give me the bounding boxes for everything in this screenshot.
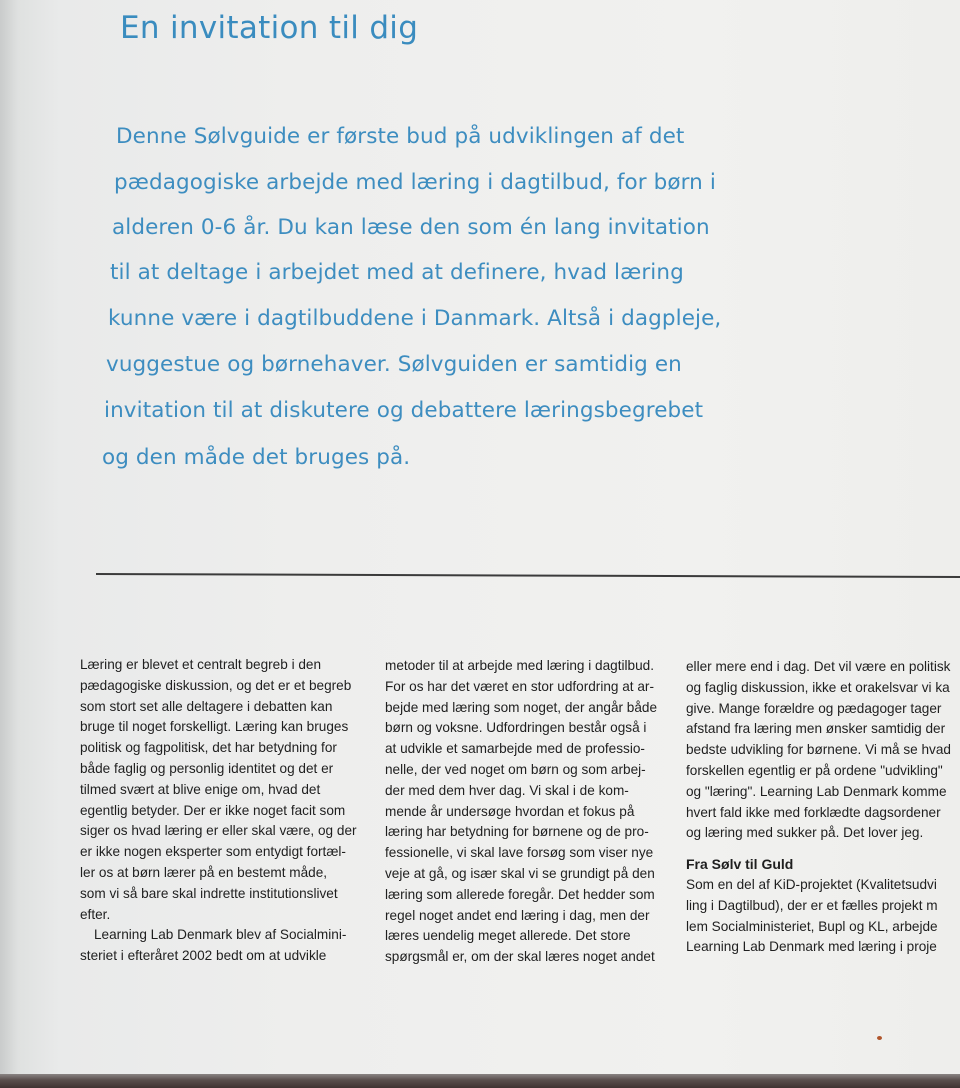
body-line: er ikke nogen eksperter som entydigt fortæl- xyxy=(80,844,346,860)
intro-line: vuggestue og børnehaver. Sølvguiden er samtidig en xyxy=(106,352,682,377)
intro-line: Denne Sølvguide er første bud på udviklingen af det xyxy=(116,124,685,149)
paper-speck xyxy=(877,1036,882,1040)
body-line: og faglig diskussion, ikke et orakelsvar vi ka xyxy=(686,679,950,695)
body-line: der med dem hver dag. Vi skal i de kom- xyxy=(385,782,629,798)
section-heading: Fra Sølv til Guld xyxy=(686,856,794,873)
text-column-1 xyxy=(80,655,370,967)
body-line: nelle, der ved noget om børn og som arbej- xyxy=(385,761,646,777)
body-line: mende år undersøge hvordan et fokus på xyxy=(385,803,635,819)
section-divider xyxy=(96,573,960,578)
body-line: metoder til at arbejde med læring i dagtilbud. xyxy=(385,658,655,673)
body-line: afstand fra læring men ønsker samtidig der xyxy=(686,721,946,737)
body-line: egentlig betyder. Der er ikke noget facit som xyxy=(80,802,346,818)
body-line: eller mere end i dag. Det vil være en politisk xyxy=(686,659,951,674)
body-line: at udvikle et samarbejde med de professio- xyxy=(385,741,645,757)
body-line: Læring er blevet et centralt begreb i den xyxy=(80,657,322,672)
body-line: lem Socialministeriet, Bupl og KL, arbejde xyxy=(686,918,938,934)
body-line: og læring med sukker på. Det lover jeg. xyxy=(686,825,924,841)
body-line: og "læring". Learning Lab Denmark komme xyxy=(686,783,947,799)
body-line: både faglig og personlig identitet og det er xyxy=(80,760,334,776)
body-line: fessionelle, vi skal lave forsøg som viser nye xyxy=(385,845,654,861)
body-line: læring har betydning for børnene og de pro- xyxy=(385,824,649,840)
intro-line: til at deltage i arbejdet med at definere, hvad læring xyxy=(110,260,684,285)
intro-line: invitation til at diskutere og debattere læringsbegrebet xyxy=(104,398,704,423)
body-line: bejde med læring som noget, der angår både xyxy=(385,699,658,715)
intro-paragraph xyxy=(0,0,960,520)
body-line: læring som allerede foregår. Det hedder som xyxy=(385,886,655,902)
intro-line: pædagogiske arbejde med læring i dagtilbud, for børn i xyxy=(114,170,716,195)
intro-line: og den måde det bruges på. xyxy=(102,445,411,470)
body-line: steriet i efteråret 2002 bedt om at udvikle xyxy=(80,948,327,964)
text-column-2 xyxy=(385,656,675,968)
intro-line: alderen 0-6 år. Du kan læse den som én lang invitation xyxy=(112,215,710,240)
body-line: give. Mange forældre og pædagoger tager xyxy=(686,700,942,716)
body-line: ler os at børn lærer på en bestemt måde, xyxy=(80,864,328,880)
body-line: Learning Lab Denmark blev af Socialmini- xyxy=(94,927,347,943)
body-line: forskellen egentlig er på ordene "udvikling" xyxy=(686,762,943,778)
body-line: veje at gå, og især skal vi se grundigt på den xyxy=(385,865,655,881)
body-line: For os har det været en stor udfordring at ar- xyxy=(385,678,654,694)
body-line: siger os hvad læring er eller skal være, og der xyxy=(80,823,357,839)
page-title: En invitation til dig xyxy=(120,10,419,46)
body-line: regel noget andet end læring i dag, men der xyxy=(385,907,650,923)
body-line: bruge til noget forskelligt. Læring kan bruges xyxy=(80,719,349,735)
text-column-3 xyxy=(686,657,960,958)
body-line: Som en del af KiD-projektet (Kvalitetsudvi xyxy=(686,876,937,892)
body-line: spørgsmål er, om der skal læres noget andet xyxy=(385,949,655,965)
body-line: som vi så bare skal indrette institutionslivet xyxy=(80,885,338,901)
body-line: tilmed svært at blive enige om, hvad det xyxy=(80,781,321,797)
intro-line: kunne være i dagtilbuddene i Danmark. Altså i dagpleje, xyxy=(108,306,722,331)
body-line: politisk og fagpolitisk, det har betydning for xyxy=(80,740,337,756)
body-line: læres uendelig meget allerede. Det store xyxy=(385,928,631,944)
body-line: pædagogiske diskussion, og det er et begreb xyxy=(80,677,352,693)
body-line: børn og voksne. Udfordringen består også i xyxy=(385,720,647,736)
body-line: ling i Dagtilbud), der er et fælles projekt m xyxy=(686,897,938,913)
body-line: hvert fald ikke med forklædte dagsordener xyxy=(686,804,941,820)
page-edge-shadow xyxy=(0,1074,960,1088)
body-line: Learning Lab Denmark med læring i proje xyxy=(686,939,937,955)
body-line: efter. xyxy=(80,906,111,922)
body-line: som stort set alle deltagere i debatten kan xyxy=(80,698,333,714)
body-line: bedste udvikling for børnene. Vi må se hvad xyxy=(686,742,951,758)
